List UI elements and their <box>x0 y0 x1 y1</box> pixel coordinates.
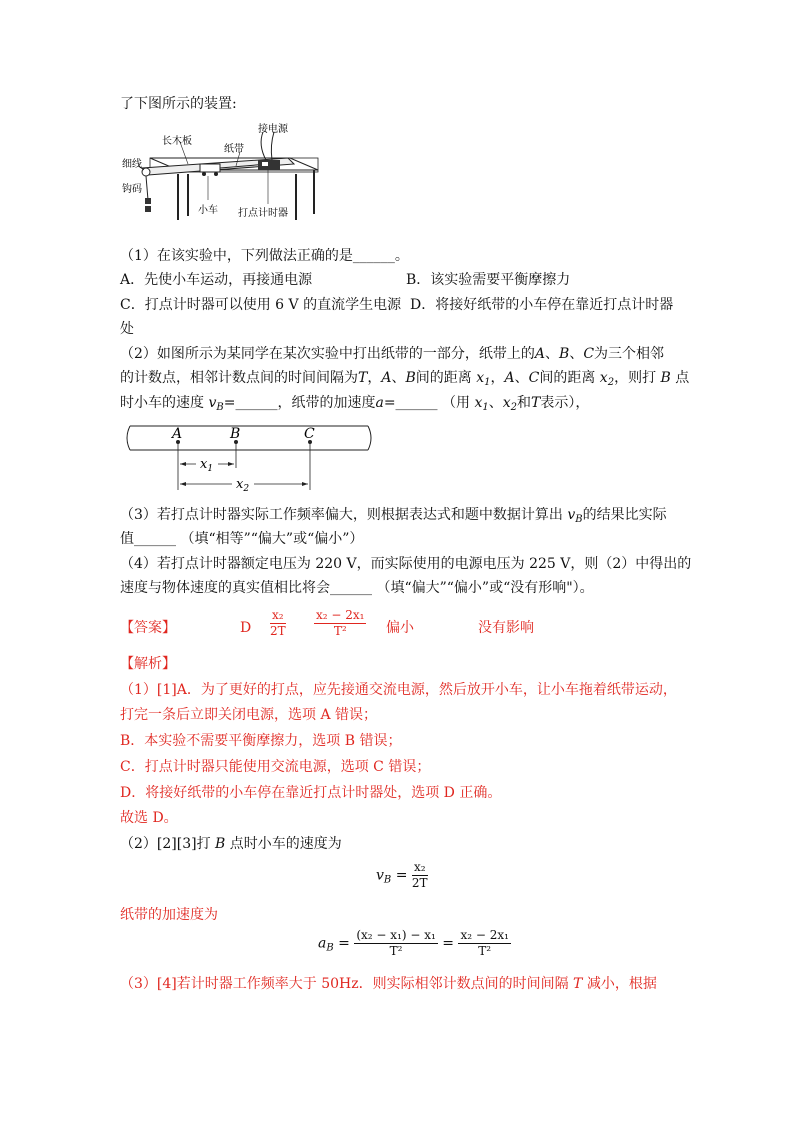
answer-4: 偏小 <box>386 620 414 636</box>
tape-label-x2: $x_2$ <box>236 477 250 494</box>
tape-diagram <box>120 420 380 496</box>
label-string: 细线 <box>122 159 142 170</box>
analysis-line2: 打完一条后立即关闭电源，选项 A 错误； <box>120 707 378 723</box>
analysis-line5: D．将接好纸带的小车停在靠近打点计时器处，选项 D 正确。 <box>120 785 502 801</box>
tape-label-c: C <box>304 426 315 442</box>
label-board: 长木板 <box>162 136 192 147</box>
q2-line2: 的计数点，相邻计数点间的时间间隔为T，A、B间的距离 $x_1$，A、C间的距离 $x_2$，则打 B 点 <box>120 370 690 388</box>
tape-label-b: B <box>230 426 241 442</box>
analysis-line7: （2）[2][3]打 B 点时小车的速度为 <box>120 836 342 852</box>
analysis-label: 【解析】 <box>120 656 176 672</box>
q3-line1: （3）若打点计时器实际工作频率偏大，则根据表达式和题中数据计算出 $v_B$的结果比实际 <box>120 507 667 525</box>
answer-2: $\frac{\text{x₂}}{2T}$ <box>270 608 286 638</box>
answer-5: 没有影响 <box>478 620 534 636</box>
equation-acceleration: $a_B$ = $\frac{\text{(x₂ − x₁) − x₁}}{\text{T²}}$ = $\frac{\text{x₂ − 2x₁}}{\text{T²}}$ <box>318 928 509 958</box>
q1-option-b: B．该实验需要平衡摩擦力 <box>406 272 571 288</box>
analysis-line3: B．本实验不需要平衡摩擦力，选项 B 错误； <box>120 733 402 749</box>
label-weight: 钩码 <box>122 184 142 195</box>
answer-label: 【答案】 <box>120 620 176 636</box>
q2-line3: 时小车的速度 $v_B=\_\_\_\_\_\_$，纸带的加速度a=______ （用 $x_1$、$x_2$和T表示）， <box>120 395 590 413</box>
label-tape: 纸带 <box>224 144 244 155</box>
q1-option-a: A．先使小车运动，再接通电源 <box>120 272 313 288</box>
label-timer: 打点计时器 <box>238 208 288 219</box>
answer-1: D <box>240 620 252 636</box>
q4-line1: （4）若打点计时器额定电压为 220 V，而实际使用的电源电压为 225 V，则（2）中得出的 <box>120 556 692 572</box>
apparatus-diagram <box>118 120 333 230</box>
q1-stem: （1）在该实验中，下列做法正确的是______。 <box>120 248 409 264</box>
q1-option-c: C．打点计时器可以使用 6 V 的直流学生电源 <box>120 297 402 313</box>
tape-label-a: A <box>172 426 183 442</box>
analysis-line4: C．打点计时器只能使用交流电源，选项 C 错误； <box>120 759 431 775</box>
q1-option-d-cont: 处 <box>120 321 134 337</box>
q2-line1: （2）如图所示为某同学在某次实验中打出纸带的一部分，纸带上的A、B、C为三个相邻 <box>120 346 665 362</box>
q1-option-d: D．将接好纸带的小车停在靠近打点计时器 <box>410 297 674 313</box>
label-power: 接电源 <box>258 124 288 135</box>
analysis-line1: （1）[1]A．为了更好的打点，应先接通交流电源，然后放开小车，让小车拖着纸带运动， <box>120 682 677 698</box>
analysis-line8: 纸带的加速度为 <box>120 907 218 923</box>
tape-label-x1: $x_1$ <box>200 457 214 474</box>
q4-line2: 速度与物体速度的真实值相比将会______ （填“偏大”“偏小”或“没有形响"）。 <box>120 580 594 596</box>
analysis-line9: （3）[4]若计时器工作频率大于 50Hz．则实际相邻计数点间的时间间隔 T 减小，根据 <box>120 976 657 992</box>
q3-line2: 值______ （填“相等”“偏大”或“偏小”） <box>120 531 364 547</box>
analysis-line6: 故选 D。 <box>120 810 178 826</box>
answer-3: $\frac{\text{x₂ − 2x₁}}{\text{T²}}$ <box>316 608 365 638</box>
label-cart: 小车 <box>198 205 218 216</box>
equation-velocity: $v_B$ = $\frac{\text{x₂}}{2T}$ <box>376 860 428 890</box>
intro-text: 了下图所示的装置: <box>120 96 237 112</box>
